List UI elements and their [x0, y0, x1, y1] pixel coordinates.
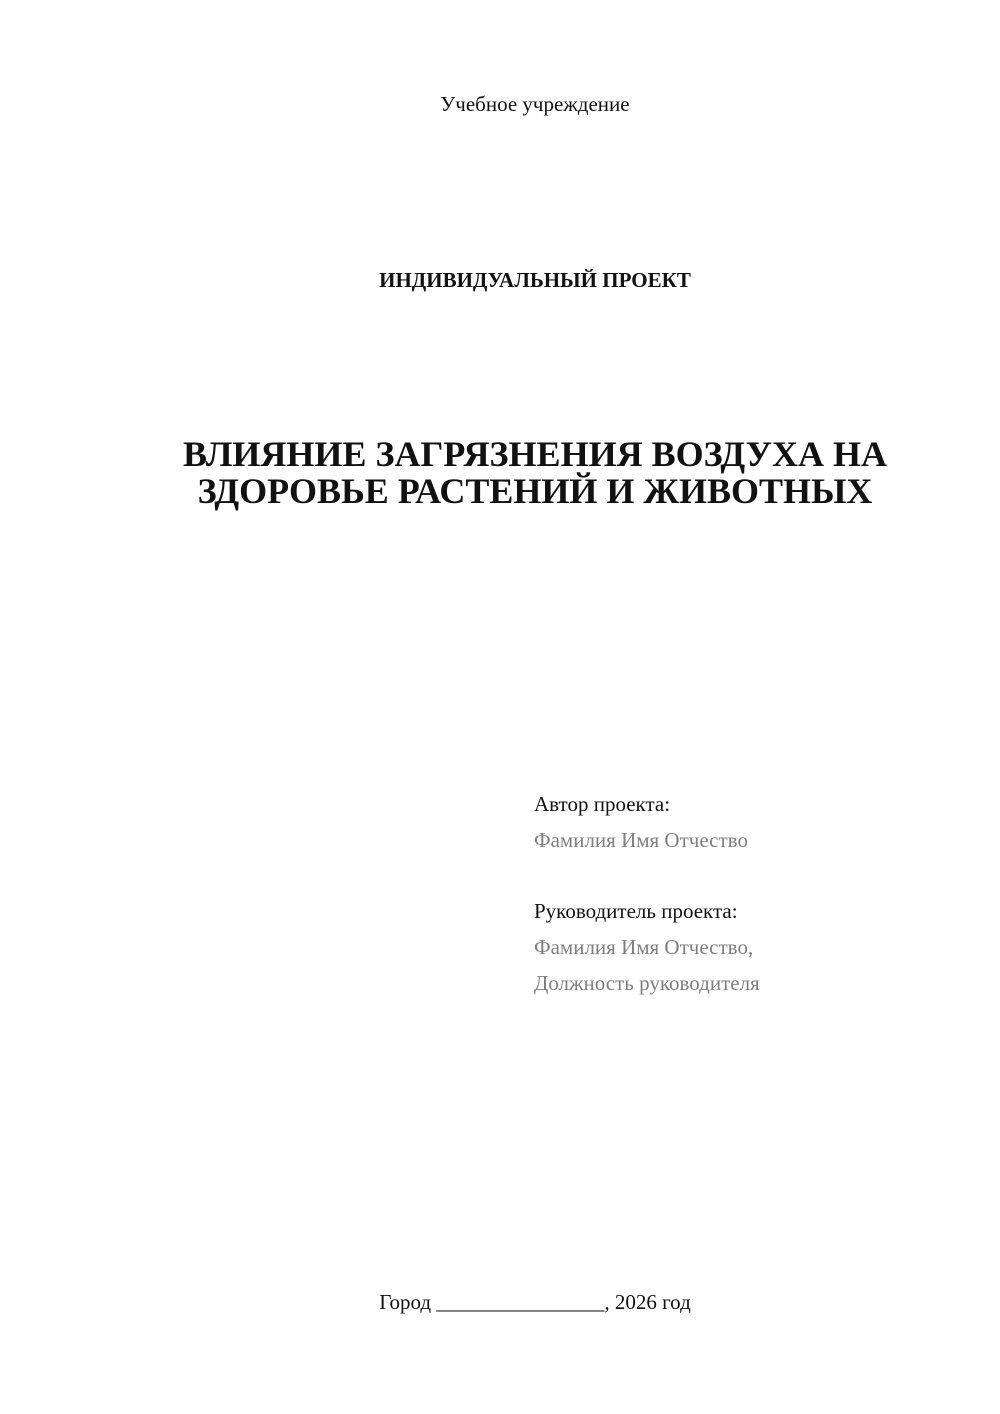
author-block — [534, 786, 974, 858]
author-name: Фамилия Имя Отчество — [534, 828, 748, 852]
project-title-line-2: ЗДОРОВЬЕ РАСТЕНИЙ И ЖИВОТНЫХ — [197, 471, 873, 511]
city-year-footer: Город ________________, 2026 год — [379, 1290, 691, 1314]
project-title — [130, 436, 940, 510]
supervisor-name: Фамилия Имя Отчество, — [534, 935, 754, 959]
author-label: Автор проекта: — [534, 792, 671, 816]
institution-name: Учебное учреждение — [440, 92, 630, 116]
supervisor-label: Руководитель проекта: — [534, 899, 738, 923]
document-type: ИНДИВИДУАЛЬНЫЙ ПРОЕКТ — [379, 268, 691, 292]
project-title-line-1: ВЛИЯНИЕ ЗАГРЯЗНЕНИЯ ВОЗДУХА НА — [182, 434, 888, 474]
supervisor-block — [534, 893, 974, 1001]
supervisor-position: Должность руководителя — [534, 971, 760, 995]
